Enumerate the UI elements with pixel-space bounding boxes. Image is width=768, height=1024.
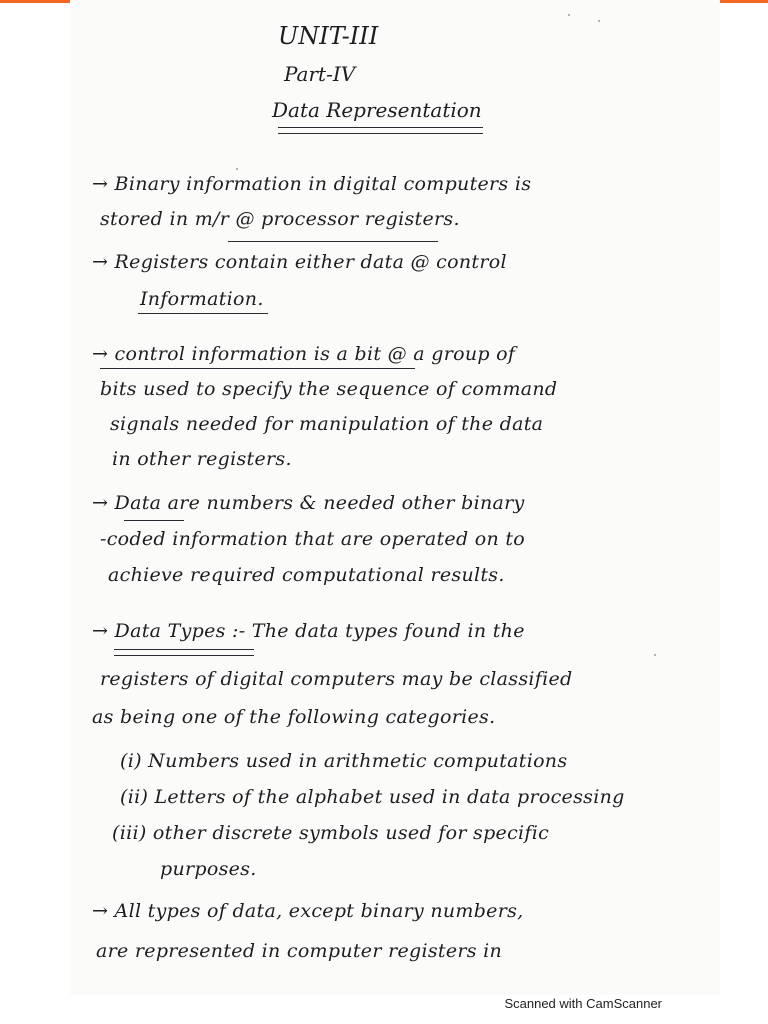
note-line: Information.	[140, 288, 264, 310]
title-underline-1	[278, 127, 483, 128]
note-line: registers of digital computers may be classified	[100, 668, 573, 690]
underline	[228, 241, 438, 242]
list-item: (iii) other discrete symbols used for specific	[112, 822, 550, 844]
note-line: → Data are numbers & needed other binary	[92, 492, 525, 514]
list-item: purposes.	[160, 858, 257, 880]
title-underline-2	[278, 133, 483, 134]
note-line: achieve required computational results.	[108, 564, 505, 586]
part-heading: Part-IV	[284, 62, 356, 86]
underline	[114, 655, 254, 656]
list-item: (ii) Letters of the alphabet used in data processing	[120, 786, 625, 808]
paper-speck	[598, 20, 600, 22]
paper-speck	[654, 654, 656, 656]
note-line: → Data Types :- The data types found in the	[92, 620, 525, 642]
note-line: in other registers.	[112, 448, 292, 470]
scanner-watermark: Scanned with CamScanner	[504, 996, 662, 1011]
paper-speck	[236, 168, 238, 170]
note-line: bits used to specify the sequence of command	[100, 378, 558, 400]
note-line: → Binary information in digital computers is	[92, 173, 532, 195]
unit-heading: UNIT-III	[278, 22, 379, 50]
note-line: → control information is a bit @ a group of	[92, 343, 516, 365]
note-line: as being one of the following categories.	[92, 706, 496, 728]
note-line: are represented in computer registers in	[96, 940, 503, 962]
note-line: stored in m/r @ processor registers.	[100, 208, 460, 230]
list-item: (i) Numbers used in arithmetic computations	[120, 750, 568, 772]
underline	[138, 313, 268, 314]
note-line: → All types of data, except binary numbers,	[92, 900, 524, 922]
note-line: signals needed for manipulation of the data	[110, 413, 544, 435]
paper-speck	[568, 14, 570, 16]
page-title: Data Representation	[272, 98, 482, 122]
underline	[114, 649, 254, 650]
note-line: → Registers contain either data @ control	[92, 251, 507, 273]
note-line: -coded information that are operated on to	[100, 528, 526, 550]
underline	[100, 368, 415, 369]
underline	[124, 520, 184, 521]
